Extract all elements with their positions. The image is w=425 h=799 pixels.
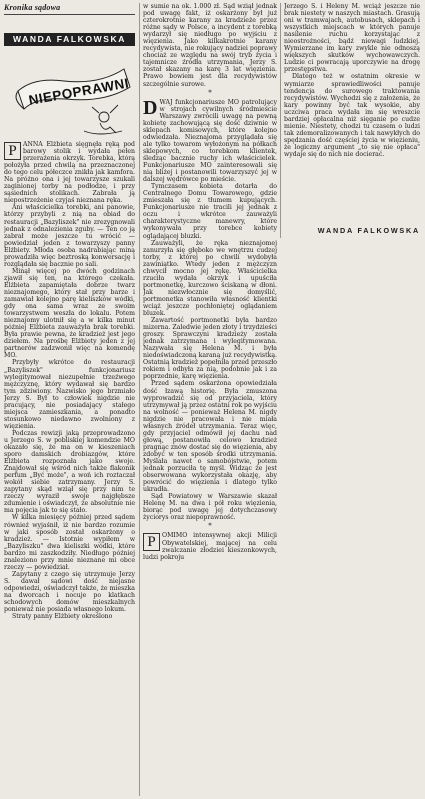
- blank-area: [284, 240, 420, 796]
- paragraph: Minął więcej po dwóch godzinach zjawił się ten, na którego czekała. Elżbieta zapamiętała dobrze twarz nieznajomego, który stał przy barze i zamawiał kolejno parę kieliszków wódki, gdy ona sama wraz ze swoim towarzystwem weszła do lokalu. Potem nieznajomy ulotnił się a w kilka minut później Elżbieta zauważyła brak torebki. Była prawie pewna, że kradzież jest jego dziełem. Na prośbę Elżbiety jeden z jej partnerów zadzwonił więc na komendę MO.: [4, 267, 135, 360]
- paragraph: Przed sądem oskarżona opowiedziała dość łzawą historię. Była zmuszona wyprowadzić się od przyjaciela, który utrzymywał ją przez ostatni rok po wyjściu na wolność — ponieważ Helena M. nigdy nigdzie nie pracowała i nie miała własnych źródeł utrzymania. Teraz więc, gdy przyjaciel odmówił jej dachu nad głową, postanowiła celowo kradzież pragnąc znów dostać się do więzienia, aby zdobyć w ten sposób środki utrzymania. Myślała nawet o samobójstwie, potem jednak porzuciła tę myśl. Widząc że jest obserwowana wykorzystała okazję, aby powrócić do więzienia i dlatego tylko ukradła.: [143, 380, 277, 494]
- dropcap-letter: D: [143, 96, 158, 119]
- paragraph: Ani właścicielka torebki, ani panowie, którzy przybyli z nią na obiad do restauracji „Bazyliszek" nie zrezygnowali jednak z odnalezienia zguby. — Ten co ją zabrał może jeszcze tu wrócić — powiedział jeden z towarzyszy panny Elżbiety. Młoda osoba nadrabiając miną prowadziła więc beztroską konwersację i rozglądała się bacznie po sali.: [4, 204, 135, 268]
- column-divider: [139, 3, 140, 796]
- paragraph: Straty panny Elżbiety określono: [12, 613, 113, 621]
- rubric-rule: [4, 14, 135, 15]
- paragraph: w sumie na ok. 1.000 zł. Sąd wziął jednak pod uwagę fakt, iż oskarżony był już czterokrotnie karany za kradzieże przez różne sądy w Polsce, a incydent z torebką wydarzył się niedługo po wyjściu z więzienia. Jako kilkakrotnie karany recydywista, nie rokujący nadziei poprawy chociaż ze względu na swój tryb życia i tajemnicze źródła utrzymania, Jerzy S. został skazany na karę 3 lat więzienia. Prawo bowiem jest dla recydywistów szczególnie surowe.: [143, 3, 277, 88]
- paragraph: Dlatego też w ostatnim okresie w wymiarze sprawiedliwości panuje tendencja do surowego traktowania recydywistów. Wychodzi się z założenia, że kary powinny być tak wysokie, aby uczciwa praca wydała im się wreszcie bardziej opłacalna niż sięganie po cudze mienie. Niestety, chodzi tu czasem o ludzi tak zdemoralizowanych i tak nawykłych do spędzania dość częściej życia w więzieniu, że logiczny argument „to się nie opłaca" wydaje się do nich nie docierać.: [284, 73, 420, 158]
- paragraph: Jerzego S. i Heleny M. wciąż jeszcze nie brak niestety w naszych miastach. Grasują oni w tramwajach, autobusach, sklepach i wszystkich miejscach w których panuje nasilenie ruchu korzystając z nieostrożności, bądź niewagi ludzkiej. Wymierzane im kary zwykle nie odnoszą większych skutków wychowawczych. Ludzie ci powracają uporczywie na drogę przestępstwa.: [284, 3, 420, 74]
- paragraph: WAJ funkcjonariusze MO patrolujący w strojach cywilnych śródmieście Warszawy zwrócili uwagę na pewną kobietę zachowującą się dość dziwnie w sklepach komisowych, które kolejno odwiedzała. Nieznajoma przyglądała się ale tylko towarom wyłożonym na półkach sklepowych, co torebkom klientek, śledząc bacznie ruchy ich właścicielek. Funkcjonariusze MO zainteresowali się nią bliżej i postanowili towarzyszyć jej w dalszej wędrówce po mieście.: [143, 98, 277, 184]
- paragraph: Podczas rewizji jaką przeprowadzono u Jerzego S. w pobliskiej komendzie MO okazało się, że ma on w kieszeniach sporo damskich drobiazgów, które Elżbieta rozpoznała jako swoje. Znajdował się wśród nich także flakonik perfum „Być może", a woń ich roztaczał wokół siebie zatrzymany. Jerzy S. zapytany skąd wziął się przy nim te rzeczy wyraził swoje najgłębsze zdumienie i oświadczył, że absolutnie nie ma pojęcia jak to się stało.: [4, 429, 135, 515]
- paragraph: Zapytany z czego się utrzymuje Jerzy S. dawał sądowi dość niejasne odpowiedzi, oświadczył także, że mieszka na dworcach i nocuje po klatkach schodowych domów mieszkalnych ponieważ nie posiada własnego lokum.: [4, 570, 135, 614]
- paragraph: Przybyły wkrótce do restauracji „Bazyliszek" funkcjonariusz wylegitymował niezupełnie trzeźwego mężczyznę, który wydawał się bardzo tym zdziwiony. Nazwisko jego brzmiało Jerzy S. Był to człowiek nigdzie nie pracujący, nie posiadający stałego miejsca zamieszkania, a ponadto stosunkowo niedawno zwolniony z więzienia.: [4, 359, 135, 430]
- section-opening: [143, 96, 277, 184]
- paragraph: Sąd Powiatowy w Warszawie skazał Helenę M. na dwa i pół roku więzienia, biorąc pod uwagę jej dotychczasowy życiorys oraz niepoprawność.: [143, 493, 277, 522]
- column-divider: [280, 3, 281, 238]
- paragraph: Tymczasem kobieta dotarła do Centralnego Domu Towarowego, gdzie zmieszała się z tłumem kupujących. Funkcjonariusze nie tracili jej jednak z oczu i wkrótce zauważyli charakterystyczne manewry, które wykonywała przy torebce kobiety oglądającej bluzki.: [143, 183, 277, 240]
- headline-text: NIEPOPRAWNI: [27, 75, 131, 108]
- article-column-1: [4, 141, 135, 796]
- dropcap-letter: P: [143, 533, 160, 551]
- paragraph: Zawartość portmonetki była bardzo mizerna. Zaledwie jeden złoty i trzydzieści groszy. Sprawczyni kradzieży została jednak zatrzymana i wylegitymowana. Nazywała się Helena M. i była niedoświadczoną karaną już recydywistką. Ostatnią kradzież popełniła przed przeszło rokiem i odbyła za nią, podobnie jak i za poprzednie, karę więzienia.: [143, 317, 277, 381]
- paragraph: OMIMO intensywnej akcji Milicji Obywatelskiej, mającej na celu zwalczanie złodziei kieszonkowych, ludzi pokroju: [143, 532, 277, 561]
- paragraph: W kilka miesięcy później przed sądem również wyjaśnił, iż nie bardzo rozumie w jaki sposób został oskarżony o kradzież. — Istotnie wypiłem w „Bazyliszku" dwa kieliszki wódki, które bardzo mi zaszkodziły. Niedługo później znaleziono przy mnie nieznane mi obce rzeczy — powiedział.: [4, 514, 135, 571]
- author-byline-box: WANDA FALKOWSKA: [4, 33, 135, 46]
- rubric-label: Kronika sądowa: [4, 3, 61, 12]
- column-1-opening: [4, 141, 135, 204]
- paragraph: Zauważyli, że ręka nieznajomej zanurzyła się głęboko we wnętrzu cudzej torby, z której po chwili wydobyła zawiniątko. Wtedy jeden z mężczyzn chwycił mocno jej rękę. Właścicielka rzuciła wydała okrzyk i upuściła portmonetkę, kurczowo ściskaną w dłoni. Jak niezwłocznie się domyślić, portmonetka stanowiła własność klientki wciąż jeszcze pochłoniętej oglądaniem bluzek.: [143, 239, 277, 318]
- section-opening: [143, 532, 277, 560]
- article-column-3: [284, 3, 420, 221]
- section-separator-star: *: [208, 88, 212, 97]
- paragraph: ANNA Elżbieta sięgnęła ręką pod barowy stolik i wydała pełen przerażenia okrzyk. Torebka, którą położyła przed chwilą na przeznaczonej do tego celu półeczce znikła jak kamfora. Na próżno ona i jej towarzysze szukali zaginionej torby na podłodze, i przy sąsiednich stolikach. Zabrała ją niepostrzeżenie czyjaś nieznana ręka.: [4, 141, 135, 205]
- section-separator-star: *: [208, 522, 212, 531]
- article-column-2: [143, 3, 277, 796]
- dropcap-letter: P: [4, 142, 21, 160]
- headline-illustration: [4, 47, 135, 139]
- author-signature: WANDA FALKOWSKA: [317, 226, 420, 235]
